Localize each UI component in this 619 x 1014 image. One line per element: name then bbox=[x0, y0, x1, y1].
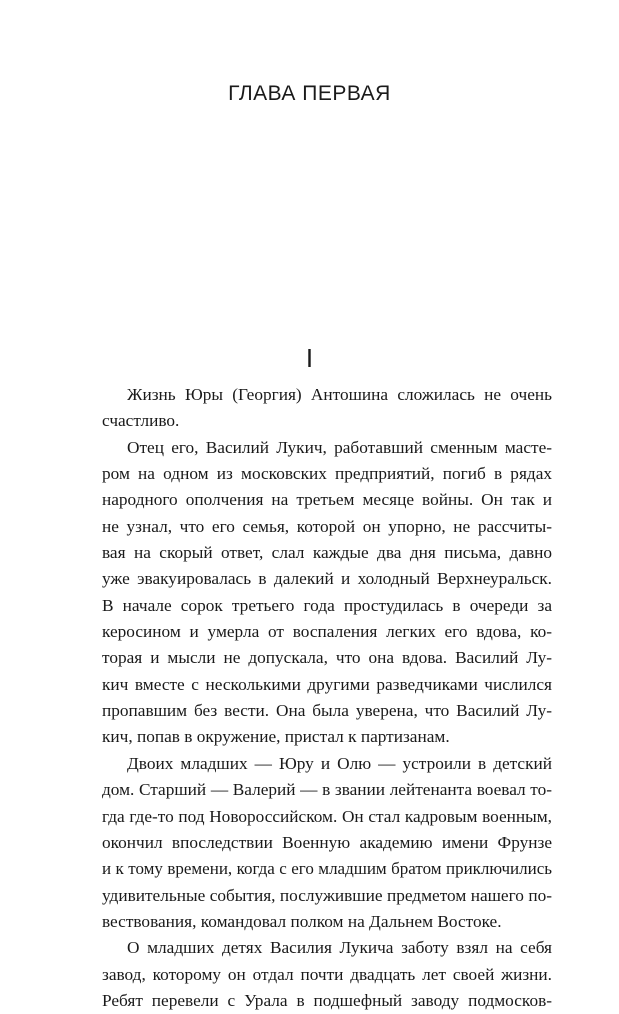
text-line: керосином и умерла от воспаления легких его вдова, ко- bbox=[102, 622, 552, 642]
text-line: торая и мысли не допускала, что она вдова. Василий Лу- bbox=[102, 648, 552, 668]
text-line: счастливо. bbox=[102, 411, 180, 431]
text-line: Двоих младших — Юру и Олю — устроили в детский bbox=[127, 753, 552, 773]
text-line: Ребят перевели с Урала в подшефный заводу подмосков- bbox=[102, 990, 552, 1010]
text-line: дом. Старший — Валерий — в звании лейтенанта воевал то- bbox=[102, 780, 552, 800]
text-line: Отец его, Василий Лукич, работавший сменным масте- bbox=[127, 437, 552, 457]
text-line: Жизнь Юры (Георгия) Антошина сложилась не очень bbox=[127, 385, 552, 404]
text-line: О младших детях Василия Лукича заботу взял на себя bbox=[127, 938, 552, 958]
text-line: народного ополчения на третьем месяце войны. Он так и bbox=[102, 490, 552, 510]
text-line: кич вместе с несколькими другими разведчиками числился bbox=[102, 674, 552, 694]
text-line: вествования, командовал полком на Дальнем Востоке. bbox=[102, 911, 502, 931]
text-line: пропавшим без вести. Она была уверена, что Василий Лу- bbox=[102, 701, 552, 721]
text-line: уже эвакуировалась в далекий и холодный Верхнеуральск. bbox=[102, 569, 552, 589]
text-line: В начале сорок третьего года простудилась в очереди за bbox=[102, 595, 552, 615]
text-line: кич, попав в окружение, пристал к партизанам. bbox=[102, 727, 450, 747]
text-line: не узнал, что его семья, которой он упорно, не рассчиты- bbox=[102, 516, 552, 536]
text-line: и к тому времени, когда с его младшим братом приключились bbox=[102, 859, 552, 879]
section-numeral: I bbox=[305, 343, 314, 373]
text-line: гда где-то под Новороссийском. Он стал кадровым военным, bbox=[102, 806, 552, 826]
text-line: ром на одном из московских предприятий, погиб в рядах bbox=[102, 464, 552, 484]
text-line: удивительные события, послужившие предметом нашего по- bbox=[102, 885, 552, 905]
text-line: окончил впоследствии Военную академию имени Фрунзе bbox=[102, 832, 552, 852]
text-line: вая на скорый ответ, слал каждые два дня письма, давно bbox=[102, 543, 552, 563]
body-text bbox=[102, 382, 552, 1014]
chapter-title: ГЛАВА ПЕРВАЯ bbox=[228, 82, 391, 105]
text-line: завод, которому он отдал почти двадцать лет своей жизни. bbox=[102, 964, 552, 984]
